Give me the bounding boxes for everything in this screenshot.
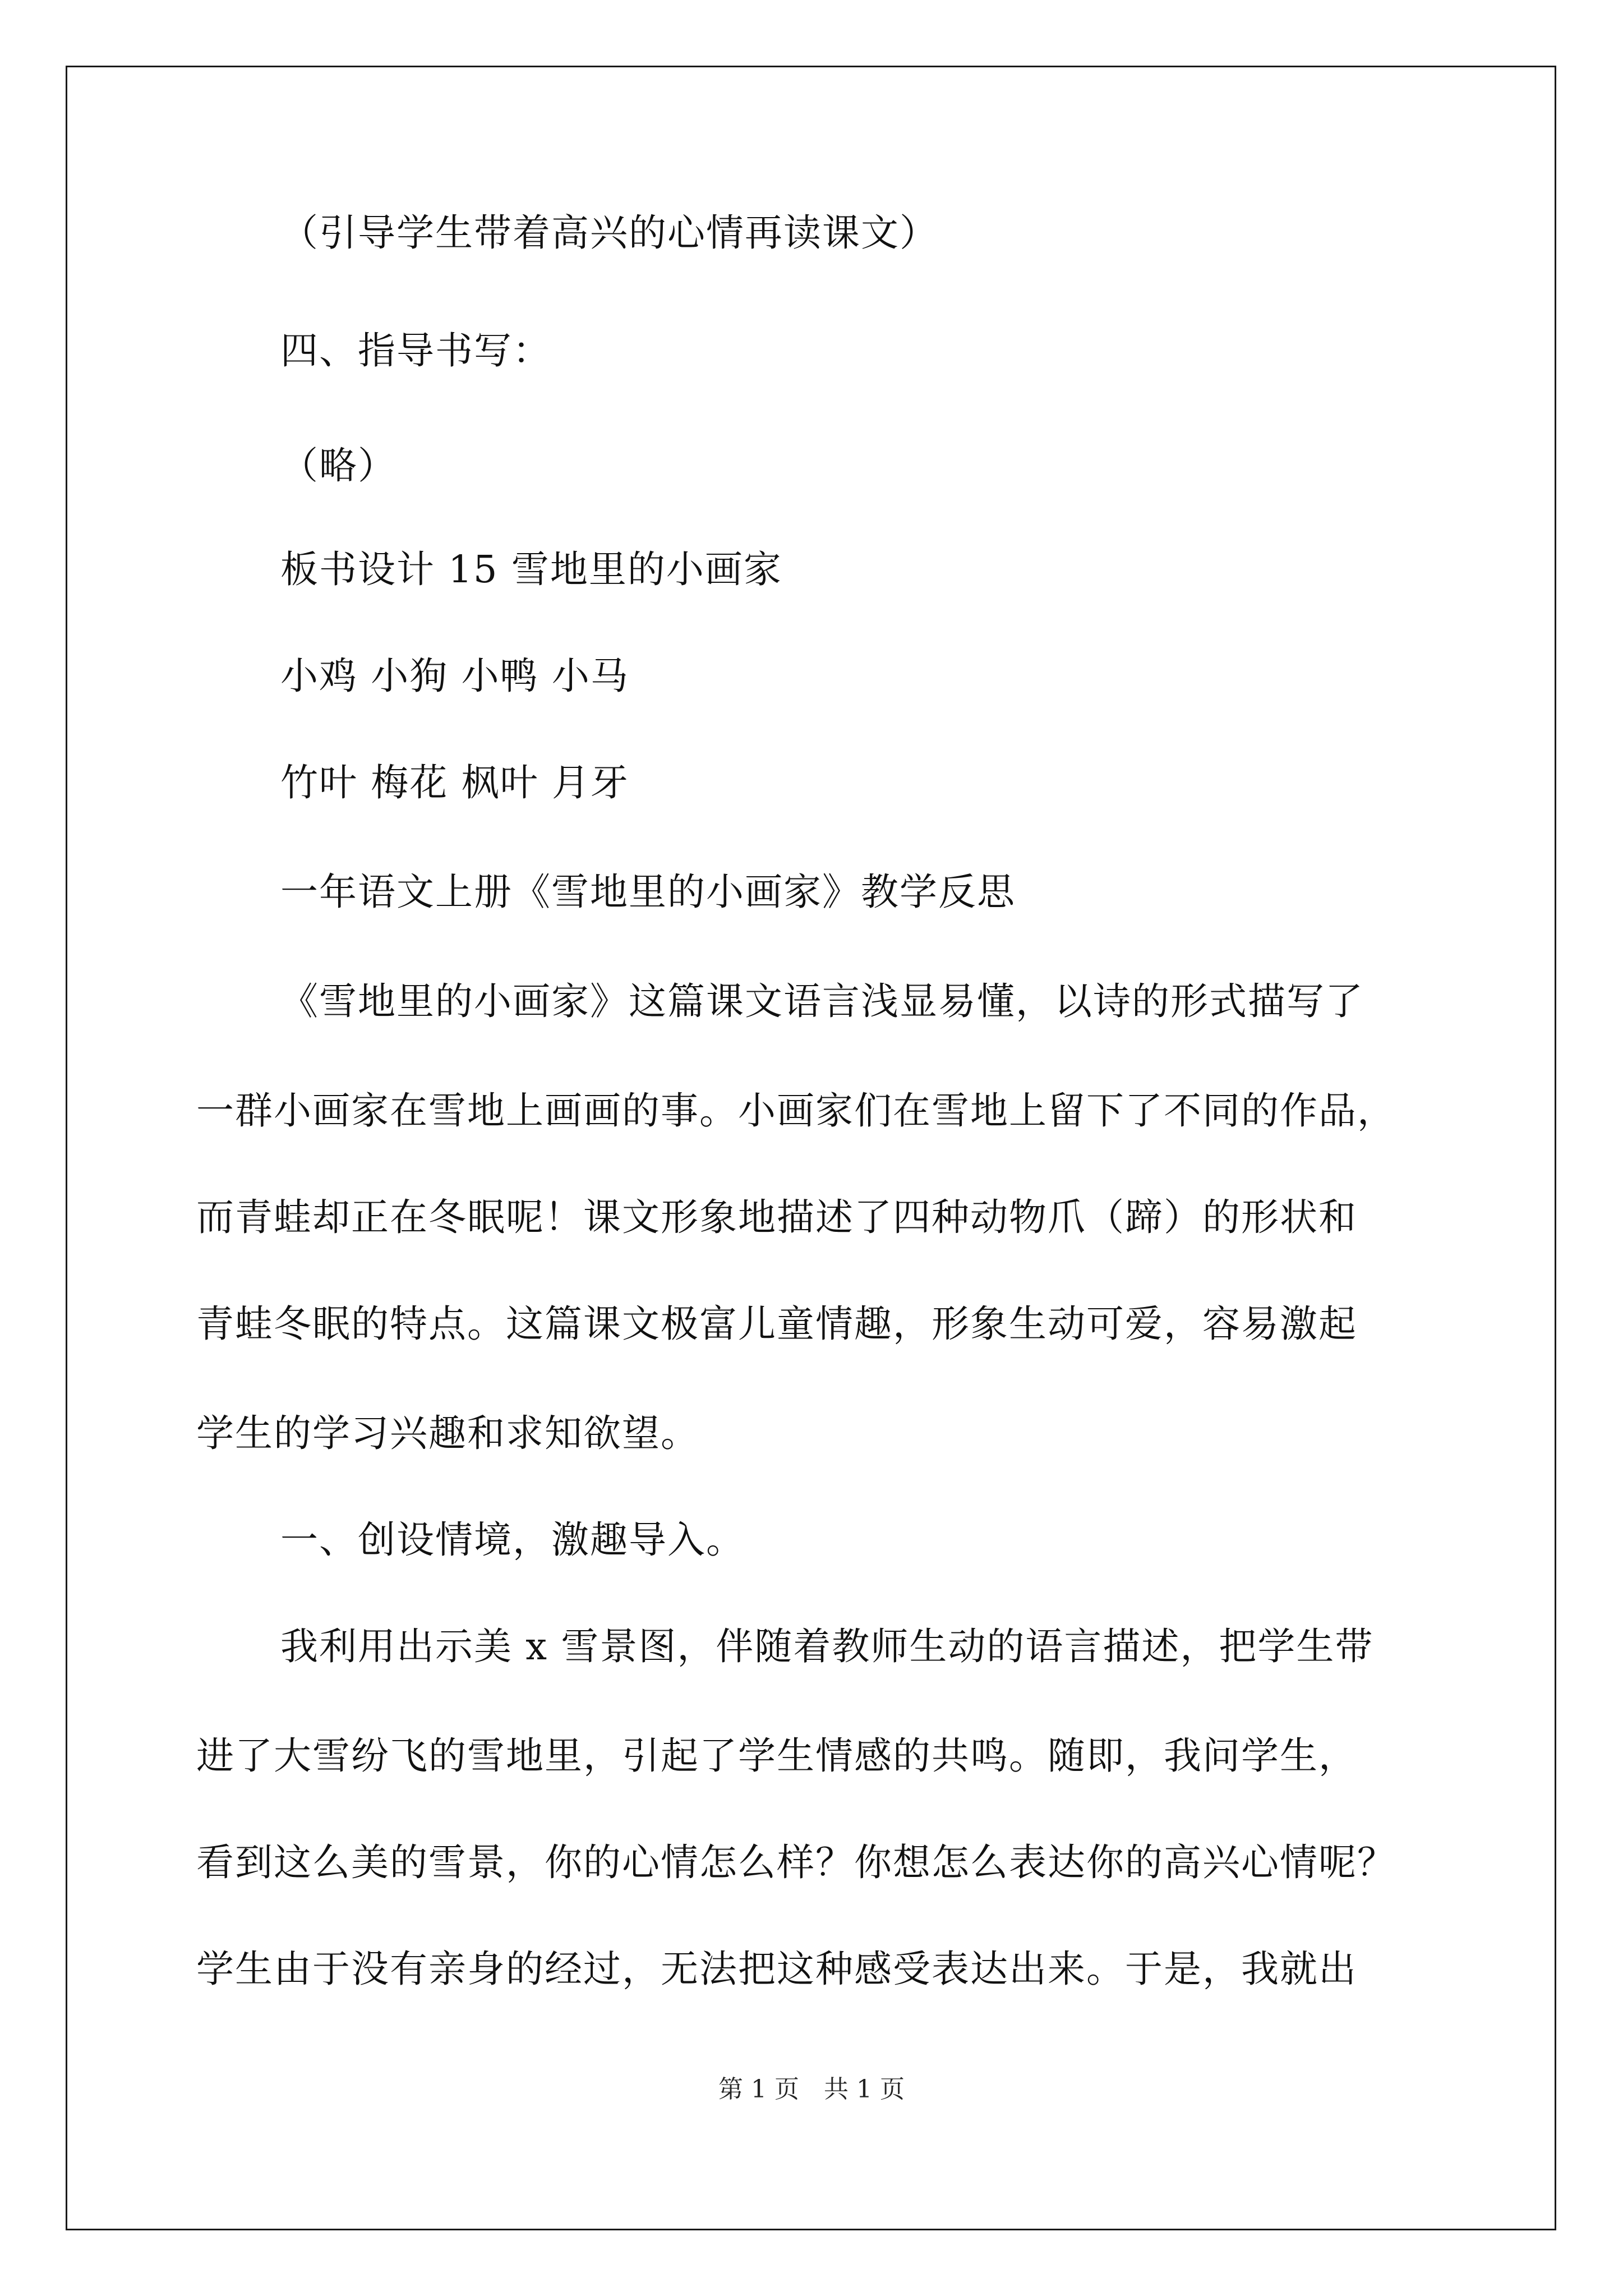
text-line: 小鸡 小狗 小鸭 小马 xyxy=(280,654,629,698)
reflection-title: 一年语文上册《雪地里的小画家》教学反思 xyxy=(280,870,1016,914)
text-line: （略） xyxy=(280,444,396,487)
section-heading: 一、创设情境，激趣导入。 xyxy=(280,1518,745,1562)
blackboard-design-title: 板书设计 15 雪地里的小画家 xyxy=(280,547,782,591)
text-line: （引导学生带着高兴的心情再读课文） xyxy=(280,211,938,255)
section-heading: 四、指导书写： xyxy=(280,329,551,372)
paragraph-line: 一群小画家在雪地上画画的事。小画家们在雪地上留下了不同的作品， xyxy=(196,1089,1396,1133)
paragraph-line: 看到这么美的雪景，你的心情怎么样？你想怎么表达你的高兴心情呢？ xyxy=(196,1841,1396,1884)
paragraph-line: 进了大雪纷飞的雪地里，引起了学生情感的共鸣。随即，我问学生， xyxy=(196,1734,1357,1778)
paragraph-line: 学生的学习兴趣和求知欲望。 xyxy=(196,1411,699,1455)
paragraph-line: 我利用出示美 x 雪景图，伴随着教师生动的语言描述，把学生带 xyxy=(280,1625,1374,1668)
paragraph-line: 《雪地里的小画家》这篇课文语言浅显易懂，以诗的形式描写了 xyxy=(280,979,1364,1023)
paragraph-line: 学生由于没有亲身的经过，无法把这种感受表达出来。于是，我就出 xyxy=(196,1947,1357,1991)
paragraph-line: 青蛙冬眠的特点。这篇课文极富儿童情趣，形象生动可爱，容易激起 xyxy=(196,1302,1357,1346)
text-line: 竹叶 梅花 枫叶 月牙 xyxy=(280,761,629,804)
page-border xyxy=(66,66,1556,2230)
paragraph-line: 而青蛙却正在冬眠呢！课文形象地描述了四种动物爪（蹄）的形状和 xyxy=(196,1195,1357,1239)
page-number-footer: 第 1 页 共 1 页 xyxy=(718,2075,905,2104)
